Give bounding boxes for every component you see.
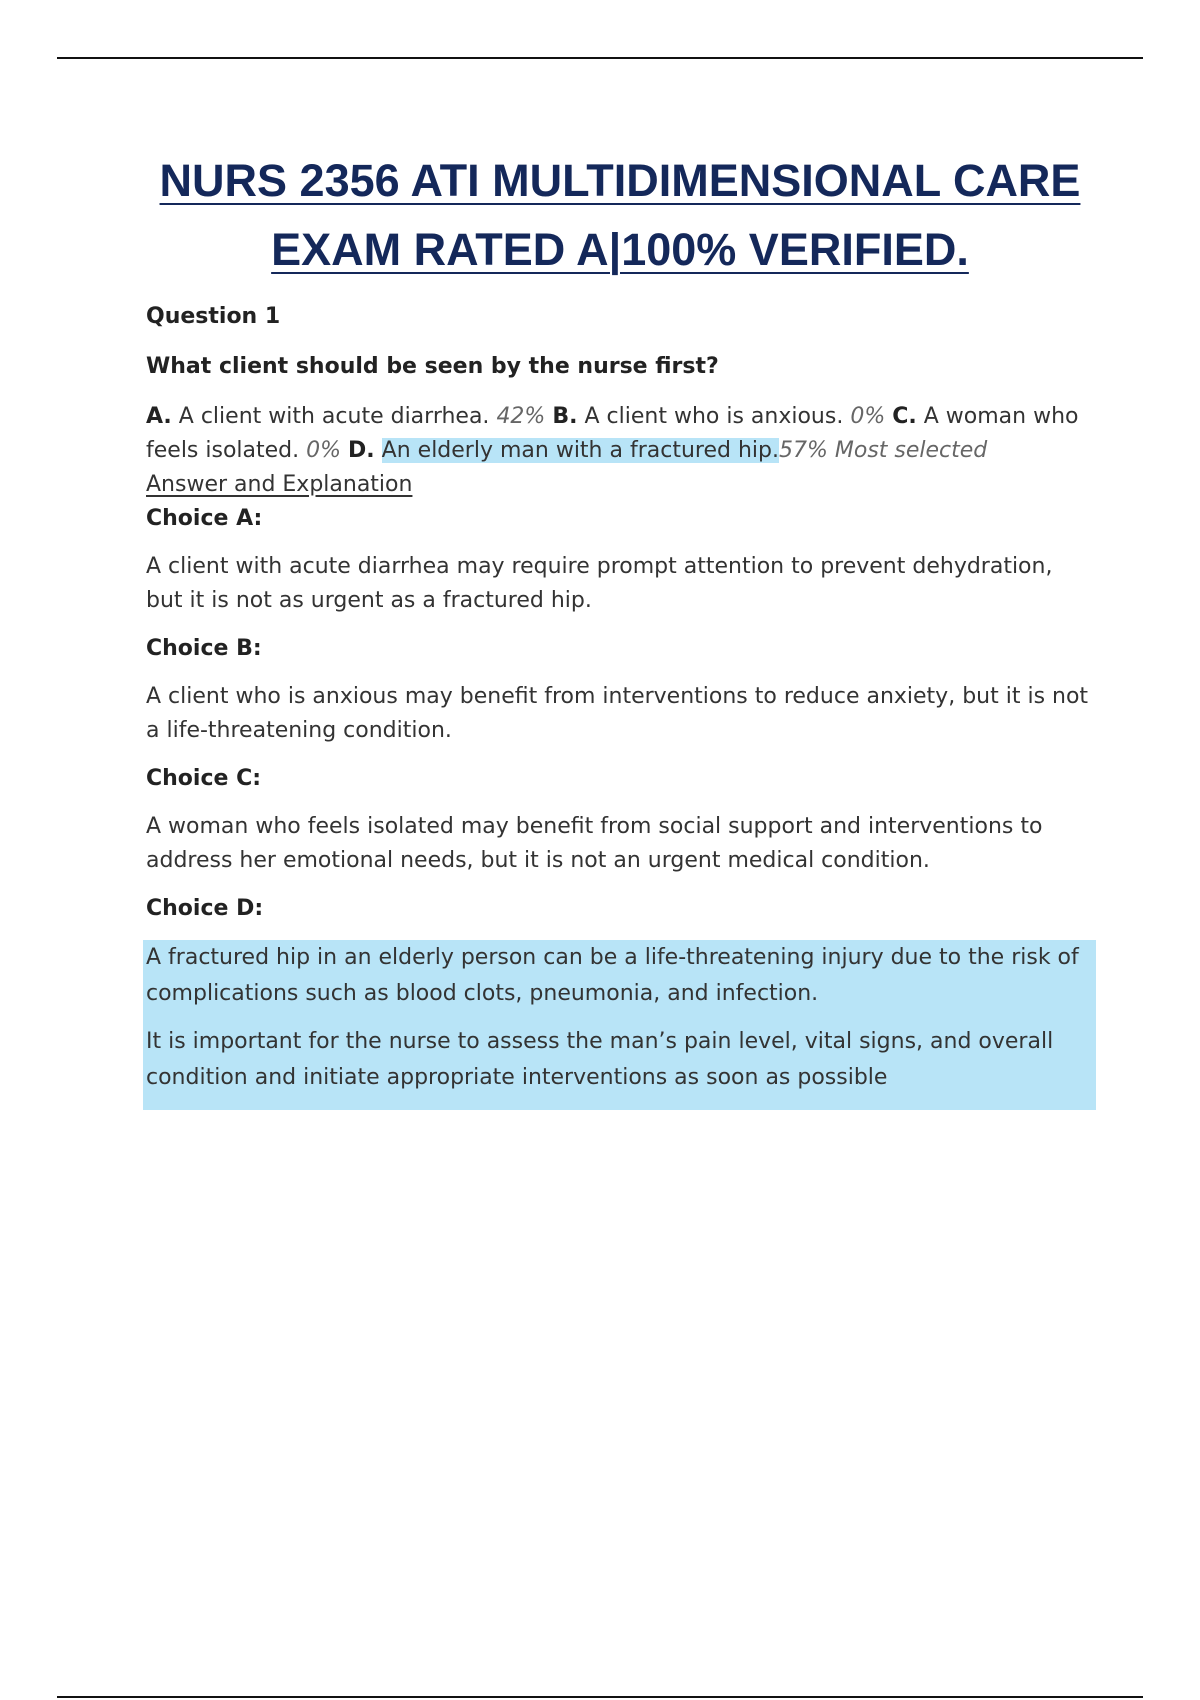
option-a-text: A client with acute diarrhea.	[178, 404, 490, 429]
choice-d-explanation-2: It is important for the nurse to assess the man’s pain level, vital signs, and overall condition and initiate appropriate interventions as soon as possible	[146, 1029, 1054, 1090]
option-a-letter: A.	[146, 404, 172, 429]
option-b-letter: B.	[552, 404, 578, 429]
choice-d-explanation: A fractured hip in an elderly person can be a life-threatening injury due to the risk of complications such as blood clots, pneumonia, and infection.	[146, 945, 1079, 1006]
option-d-text: An elderly man with a fractured hip.	[381, 438, 779, 463]
option-d-letter: D.	[348, 438, 375, 463]
option-d-percent: 57% Most selected	[778, 438, 988, 463]
choice-c-heading: Choice C:	[146, 766, 262, 791]
choice-c-explanation: A woman who feels isolated may benefit from social support and interventions to address her emotional needs, but it is not an urgent medical condition.	[146, 814, 1043, 873]
choice-b-explanation: A client who is anxious may benefit from interventions to reduce anxiety, but it is not a life-threatening condition.	[146, 684, 1089, 743]
question-label: Question 1	[146, 304, 281, 329]
option-a-percent: 42%	[496, 404, 546, 429]
bottom-rule	[57, 1696, 1143, 1698]
choice-d-heading: Choice D:	[146, 896, 264, 921]
option-b-text: A client who is anxious.	[584, 404, 844, 429]
document-title	[100, 146, 1140, 284]
question-content	[146, 300, 1090, 1110]
answer-explanation-link[interactable]: Answer and Explanation	[146, 472, 413, 497]
title-line-2: EXAM RATED A|100% VERIFIED.	[271, 224, 969, 275]
top-rule	[57, 57, 1143, 59]
question-text: What client should be seen by the nurse first?	[146, 354, 719, 379]
option-c-text: A woman who feels isolated.	[146, 404, 1079, 463]
option-b-percent: 0%	[850, 404, 886, 429]
option-c-percent: 0%	[306, 438, 342, 463]
choice-a-explanation: A client with acute diarrhea may require prompt attention to prevent dehydration, but it is not as urgent as a fractured hip.	[146, 554, 1053, 613]
answer-options	[146, 400, 1090, 502]
choice-b-heading: Choice B:	[146, 636, 262, 661]
option-c-letter: C.	[892, 404, 917, 429]
choice-a-heading: Choice A:	[146, 506, 263, 531]
choice-d-highlight	[143, 940, 1096, 1110]
title-line-1: NURS 2356 ATI MULTIDIMENSIONAL CARE	[159, 155, 1081, 206]
